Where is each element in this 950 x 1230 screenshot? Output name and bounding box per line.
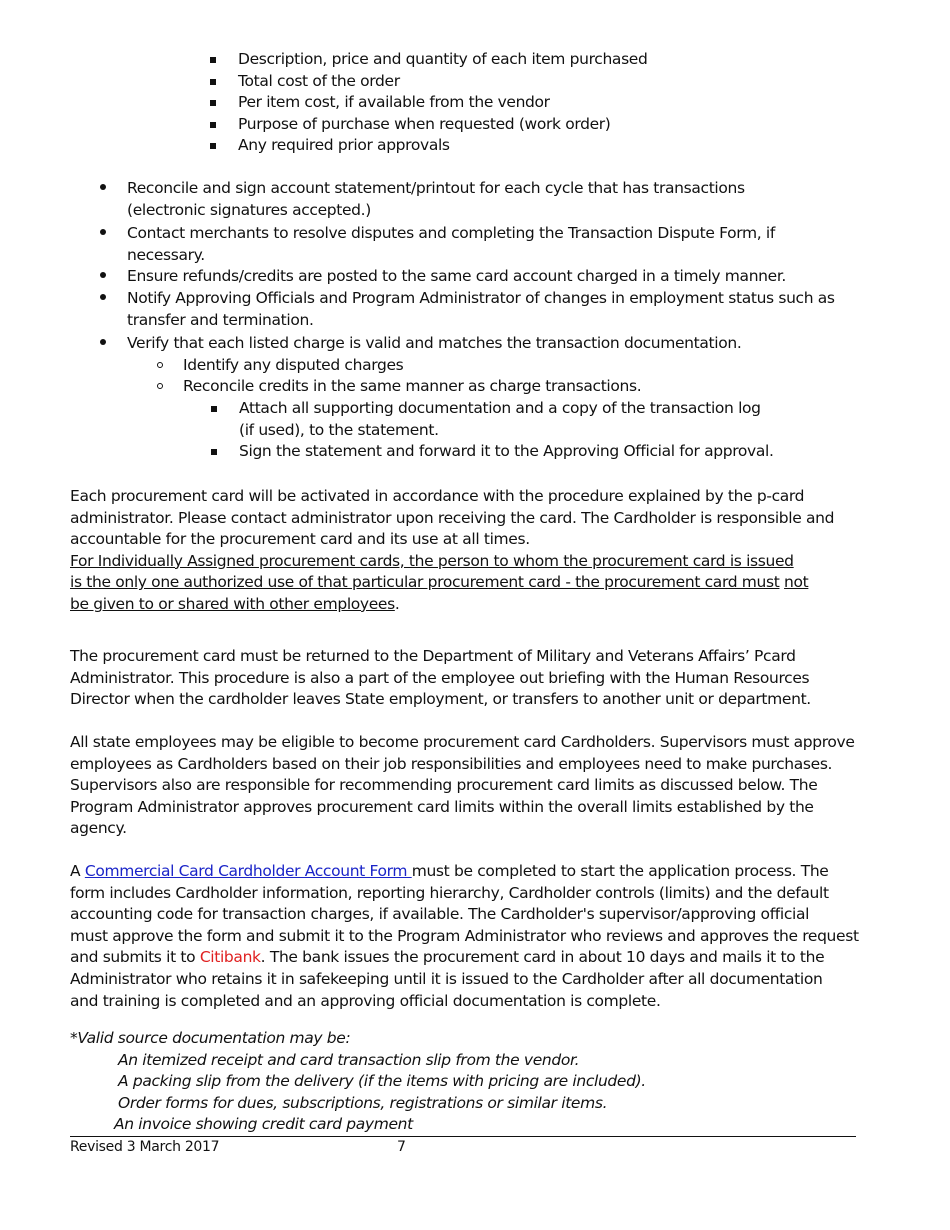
source-doc-item: Order forms for dues, subscriptions, registrations or similar items. [118,1093,608,1112]
text-line: transfer and termination. [127,310,314,329]
list-item-contact-merchants [98,223,835,266]
text-line: Contact merchants to resolve disputes and completing the Transaction Dispute Form, if [127,224,775,243]
cardholder-responsibilities-list [98,178,835,463]
underlined-text: is the only one authorized use of that particular procurement card - the procurement card must [70,573,780,592]
text-line: agency. [70,819,127,838]
sublist-item-sign: Sign the statement and forward it to the Approving Official for approval. [211,441,835,463]
text-line: form includes Cardholder information, reporting hierarchy, Cardholder controls (limits) and the default [70,883,829,902]
list-item: Total cost of the order [210,71,647,93]
text-line: necessary. [127,245,205,264]
sublist-item-reconcile-credits [155,376,835,462]
text-line: administrator. Please contact administrator upon receiving the card. The Cardholder is responsible and [70,508,835,527]
text-line: Verify that each listed charge is valid and matches the transaction documentation. [127,334,742,353]
list-item-refunds [98,266,835,288]
list-item: Per item cost, if available from the vendor [210,92,647,114]
citibank-text: Citibank [199,948,261,967]
list-item-notify [98,288,835,331]
text-line: Administrator who retains it in safekeeping until it is issued to the Cardholder after all documentation [70,969,823,988]
text-prefix: A [70,862,85,880]
source-docs-heading: *Valid source documentation may be: [70,1029,351,1047]
application-paragraph [70,861,859,1012]
page-number: 7 [397,1139,406,1155]
underlined-line [70,594,834,616]
text-line: All state employees may be eligible to become procurement card Cardholders. Supervisors must approve [70,733,855,751]
footer-revised: Revised 3 March 2017 [70,1139,220,1155]
list-item-reconcile [98,178,835,221]
sublist-item-identify: Identify any disputed charges [155,355,835,377]
text-line: and training is completed and an approving official documentation is complete. [70,991,661,1010]
purchase-details-list [210,49,647,157]
text-line: Program Administrator approves procurement card limits within the overall limits established by the [70,797,814,816]
underlined-text: be given to or shared with other employees [70,594,395,613]
text-line: (if used), to the statement. [239,420,439,439]
underlined-text-not: not [784,573,809,592]
text-line: accountable for the procurement card and its use at all times. [70,530,530,549]
text-segment: and submits it to [70,948,200,967]
source-documentation [70,1028,646,1136]
text-line [70,861,859,883]
sublist-item-attach [211,398,835,441]
activation-paragraph [70,486,834,616]
account-form-link[interactable]: Commercial Card Cardholder Account Form [84,862,412,880]
list-item: Description, price and quantity of each item purchased [210,49,647,71]
text-line: Administrator. This procedure is also a part of the employee out briefing with the Human Resources [70,668,810,687]
verify-sublist [155,355,835,463]
text-line: The procurement card must be returned to the Department of Military and Veterans Affairs’ Pcard [70,647,796,665]
text-segment: . The bank issues the procurement card in about 10 days and mails it to the [260,948,825,967]
text-line: accounting code for transaction charges, if available. The Cardholder's supervisor/approving official [70,905,810,924]
text-line: Reconcile credits in the same manner as charge transactions. [183,377,642,396]
text-line: must approve the form and submit it to the Program Administrator who reviews and approves the request [70,926,859,945]
text-line: Notify Approving Officials and Program Administrator of changes in employment status such as [127,288,835,307]
text-line: Each procurement card will be activated in accordance with the procedure explained by the p-card [70,487,805,505]
text-line: Reconcile and sign account statement/printout for each cycle that has transactions [127,179,745,197]
list-item: Purpose of purchase when requested (work order) [210,114,647,136]
period: . [394,594,400,613]
footer-rule [70,1136,856,1137]
text-line: Director when the cardholder leaves State employment, or transfers to another unit or department. [70,690,811,709]
underlined-line [70,572,834,594]
text-line: Supervisors also are responsible for recommending procurement card limits as discussed below. The [70,776,818,795]
text-line: Ensure refunds/credits are posted to the same card account charged in a timely manner. [127,267,787,286]
list-item-verify [98,333,835,463]
text-rest: must be completed to start the application process. The [411,862,829,880]
eligibility-paragraph [70,732,855,840]
source-doc-item: An itemized receipt and card transaction slip from the vendor. [118,1050,580,1069]
source-doc-item: An invoice showing credit card payment [114,1115,413,1134]
text-line: Attach all supporting documentation and a copy of the transaction log [239,398,761,417]
text-line: employees as Cardholders based on their job responsibilities and employees need to make purchases. [70,754,833,773]
reconcile-credits-sublist [211,398,835,463]
underlined-line: For Individually Assigned procurement cards, the person to whom the procurement card is issued [70,551,794,570]
text-line: (electronic signatures accepted.) [127,200,371,219]
source-doc-item: A packing slip from the delivery (if the items with pricing are included). [118,1072,646,1091]
list-item: Any required prior approvals [210,135,647,157]
text-line [70,947,859,969]
card-return-paragraph [70,646,811,711]
